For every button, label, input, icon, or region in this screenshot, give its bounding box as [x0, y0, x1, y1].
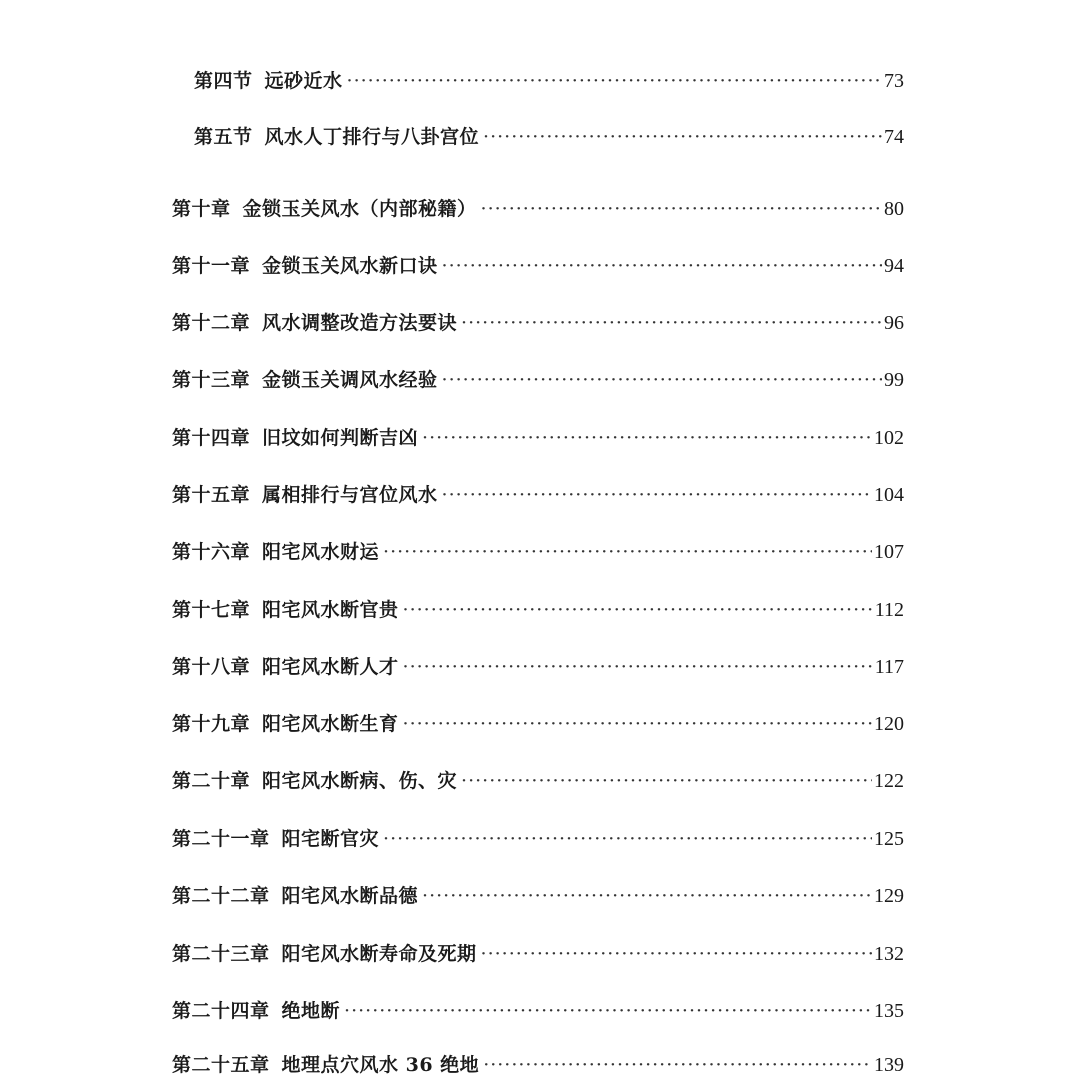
entry-label: 第五节: [194, 126, 253, 148]
entry-title: 风水调整改造方法要诀: [262, 312, 458, 334]
entry-page-number: 139: [874, 1054, 904, 1076]
toc-entry-chapter-25: [172, 1046, 904, 1078]
entry-page-number: 102: [874, 427, 904, 449]
dot-leader: [442, 253, 882, 279]
entry-label: 第二十一章: [172, 828, 270, 850]
entry-title: 绝地断: [281, 1000, 341, 1022]
toc-entry-chapter-15: [172, 476, 904, 508]
toc-entry-chapter-18: [172, 648, 904, 680]
entry-title: 阳宅风水断病、伤、灾: [262, 770, 458, 792]
entry-label: 第十三章: [172, 369, 251, 391]
entry-page-number: 112: [874, 599, 904, 621]
entry-label: 第二十二章: [172, 885, 270, 907]
entry-page-number: 80: [884, 198, 904, 220]
entry-label: 第十七章: [172, 599, 251, 621]
toc-entry-chapter-19: [172, 705, 904, 737]
entry-title: 旧坟如何判断吉凶: [262, 427, 419, 449]
entry-label: 第二十章: [172, 770, 251, 792]
dot-leader: [483, 1052, 872, 1078]
entry-label: 第十五章: [172, 484, 251, 506]
toc-entry-chapter-16: [172, 533, 904, 565]
entry-page-number: 74: [884, 126, 904, 148]
toc-entry-chapter-14: [172, 419, 904, 451]
dot-leader: [383, 539, 872, 565]
toc-entry-chapter-23: [172, 935, 904, 967]
entry-page-number: 104: [874, 484, 904, 506]
dot-leader: [422, 883, 872, 909]
toc-entry-chapter-24: [172, 992, 904, 1024]
entry-label: 第十九章: [172, 713, 251, 735]
entry-label: 第十四章: [172, 427, 251, 449]
entry-title: 阳宅风水断官贵: [262, 599, 399, 621]
toc-entry-chapter-17: [172, 591, 904, 623]
entry-title: 远砂近水: [264, 70, 343, 92]
toc-entry-chapter-11: [172, 247, 904, 279]
entry-title: 金锁玉关风水新口诀: [262, 255, 438, 277]
entry-title: 地理点穴风水 36 绝地: [281, 1054, 480, 1076]
entry-title: 风水人丁排行与八卦宫位: [264, 126, 480, 148]
dot-leader: [461, 768, 872, 794]
entry-label: 第十六章: [172, 541, 251, 563]
entry-page-number: 73: [884, 70, 904, 92]
toc-entry-section-5: [194, 118, 904, 150]
dot-leader: [442, 482, 872, 508]
dot-leader: [422, 425, 872, 451]
entry-page-number: 120: [874, 713, 904, 735]
entry-page-number: 135: [874, 1000, 904, 1022]
entry-title: 阳宅风水断寿命及死期: [281, 943, 477, 965]
toc-entry-chapter-13: [172, 361, 904, 393]
entry-title: 阳宅风水断人才: [262, 656, 399, 678]
entry-label: 第十八章: [172, 656, 251, 678]
toc-entry-section-4: [194, 62, 904, 94]
entry-label: 第二十四章: [172, 1000, 270, 1022]
entry-label: 第二十五章: [172, 1054, 270, 1076]
entry-label: 第十章: [172, 198, 231, 220]
entry-label: 第十二章: [172, 312, 251, 334]
toc-entry-chapter-21: [172, 820, 904, 852]
entry-title: 阳宅风水断品德: [281, 885, 419, 907]
entry-page-number: 117: [874, 656, 904, 678]
dot-leader: [442, 367, 882, 393]
dot-leader: [481, 196, 882, 222]
entry-page-number: 129: [874, 885, 904, 907]
dot-leader: [403, 597, 873, 623]
entry-label: 第四节: [194, 70, 253, 92]
dot-leader: [461, 310, 882, 336]
entry-title: 阳宅断官灾: [281, 828, 380, 850]
entry-label: 第二十三章: [172, 943, 270, 965]
entry-title: 阳宅风水财运: [262, 541, 380, 563]
dot-leader: [403, 711, 872, 737]
entry-page-number: 122: [874, 770, 904, 792]
dot-leader: [383, 826, 872, 852]
toc-entry-chapter-20: [172, 762, 904, 794]
entry-title: 阳宅风水断生育: [262, 713, 399, 735]
toc-entry-chapter-22: [172, 877, 904, 909]
dot-leader: [344, 998, 872, 1024]
entry-page-number: 107: [874, 541, 904, 563]
entry-page-number: 96: [884, 312, 904, 334]
entry-label: 第十一章: [172, 255, 251, 277]
entry-page-number: 132: [874, 943, 904, 965]
dot-leader: [347, 68, 882, 94]
entry-title: 金锁玉关调风水经验: [262, 369, 438, 391]
dot-leader: [403, 654, 873, 680]
dot-leader: [483, 124, 882, 150]
toc-entry-chapter-12: [172, 304, 904, 336]
entry-title: 金锁玉关风水（内部秘籍）: [242, 198, 477, 220]
entry-title: 属相排行与宫位风水: [262, 484, 438, 506]
dot-leader: [481, 941, 872, 967]
entry-page-number: 94: [884, 255, 904, 277]
entry-page-number: 99: [884, 369, 904, 391]
entry-page-number: 125: [874, 828, 904, 850]
toc-entry-chapter-10: [172, 190, 904, 222]
